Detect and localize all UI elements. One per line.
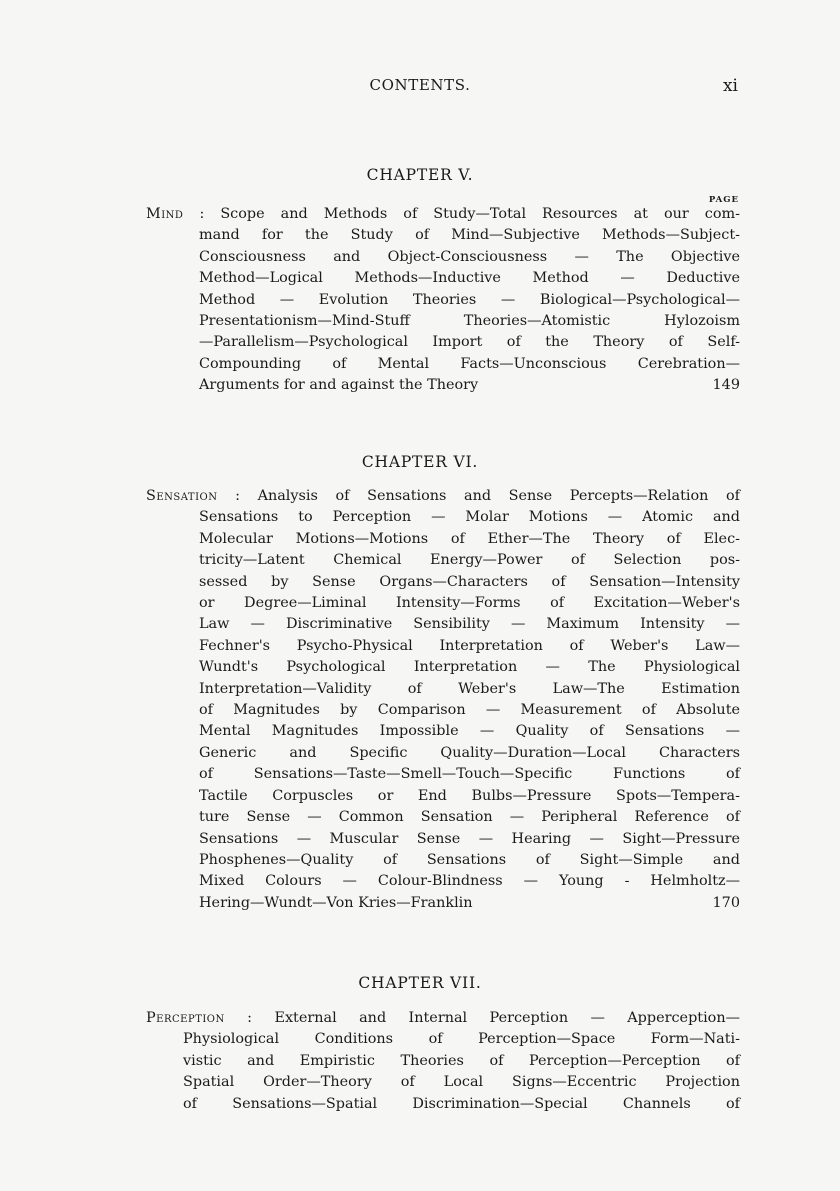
entry-line: Perception : External and Internal Perception — Apperception—: [146, 1010, 740, 1026]
entry-line: Arguments for and against the Theory 149: [199, 375, 740, 396]
chapter-v-entry: [146, 204, 740, 397]
entry-line: Presentationism—Mind-Stuff Theories—Atomistic Hylozoism: [199, 313, 740, 330]
chapter-heading-vi: CHAPTER VI.: [361, 453, 479, 471]
entry-line: Wundt's Psychological Interpretation — The Physiological: [199, 659, 740, 676]
entry-line: Tactile Corpuscles or End Bulbs—Pressure Spots—Tempera-: [199, 787, 740, 804]
entry-line: Mind : Scope and Methods of Study—Total Resources at our com-: [146, 206, 740, 222]
entry-line: Fechner's Psycho-Physical Interpretation of Weber's Law—: [199, 637, 740, 654]
entry-line: Sensations to Perception — Molar Motions — Atomic and: [199, 509, 740, 526]
entry-line: Sensation : Analysis of Sensations and Sense Percepts—Relation of: [146, 488, 740, 504]
entry-line: Physiological Conditions of Perception—Space Form—Nati-: [183, 1031, 740, 1048]
entry-line: vistic and Empiristic Theories of Perception—Perception of: [183, 1052, 740, 1069]
page-column-label: PAGE: [708, 195, 739, 205]
entry-line: Method—Logical Methods—Inductive Method — Deductive: [199, 270, 740, 287]
entry-subject: Mind: [146, 206, 184, 222]
entry-line: Molecular Motions—Motions of Ether—The Theory of Elec-: [199, 530, 740, 547]
entry-line: Consciousness and Object-Consciousness — The Objective: [199, 248, 740, 265]
entry-line: tricity—Latent Chemical Energy—Power of Selection pos-: [199, 552, 740, 569]
chapter-heading-vii: CHAPTER VII.: [358, 974, 482, 992]
entry-line: of Sensations—Spatial Discrimination—Special Channels of: [183, 1095, 740, 1112]
page-numeral: xi: [722, 76, 738, 96]
chapter-vi-entry: [146, 486, 740, 914]
entry-line: Sensations — Muscular Sense — Hearing — Sight—Pressure: [199, 830, 740, 847]
entry-line: or Degree—Liminal Intensity—Forms of Excitation—Weber's: [199, 595, 740, 612]
chapter-vii-entry: [146, 1008, 740, 1115]
entry-page-number: 149: [712, 377, 740, 394]
running-title: CONTENTS.: [369, 76, 471, 94]
entry-line: Hering—Wundt—Von Kries—Franklin 170: [199, 893, 740, 914]
entry-line: mand for the Study of Mind—Subjective Methods—Subject-: [199, 227, 740, 244]
entry-line: Mental Magnitudes Impossible — Quality of Sensations —: [199, 723, 740, 740]
entry-line: of Sensations—Taste—Smell—Touch—Specific Functions of: [199, 766, 740, 783]
entry-line: sessed by Sense Organs—Characters of Sensation—Intensity: [199, 573, 740, 590]
entry-line: Phosphenes—Quality of Sensations of Sight—Simple and: [199, 851, 740, 868]
chapter-heading-v: CHAPTER V.: [366, 166, 474, 184]
entry-subject: Perception: [146, 1010, 225, 1026]
entry-page-number: 170: [712, 894, 740, 911]
entry-line: Generic and Specific Quality—Duration—Local Characters: [199, 744, 740, 761]
entry-subject: Sensation: [146, 488, 218, 504]
entry-line: of Magnitudes by Comparison — Measurement of Absolute: [199, 702, 740, 719]
entry-line: Law — Discriminative Sensibility — Maximum Intensity —: [199, 616, 740, 633]
entry-line: —Parallelism—Psychological Import of the Theory of Self-: [199, 334, 740, 351]
entry-line: Mixed Colours — Colour-Blindness — Young - Helmholtz—: [199, 873, 740, 890]
entry-line: Method — Evolution Theories — Biological—Psychological—: [199, 291, 740, 308]
entry-line: ture Sense — Common Sensation — Peripheral Reference of: [199, 809, 740, 826]
running-head: [0, 76, 840, 100]
entry-line: Compounding of Mental Facts—Unconscious Cerebration—: [199, 355, 740, 372]
entry-line: Spatial Order—Theory of Local Signs—Eccentric Projection: [183, 1074, 740, 1091]
entry-line: Interpretation—Validity of Weber's Law—The Estimation: [199, 680, 740, 697]
